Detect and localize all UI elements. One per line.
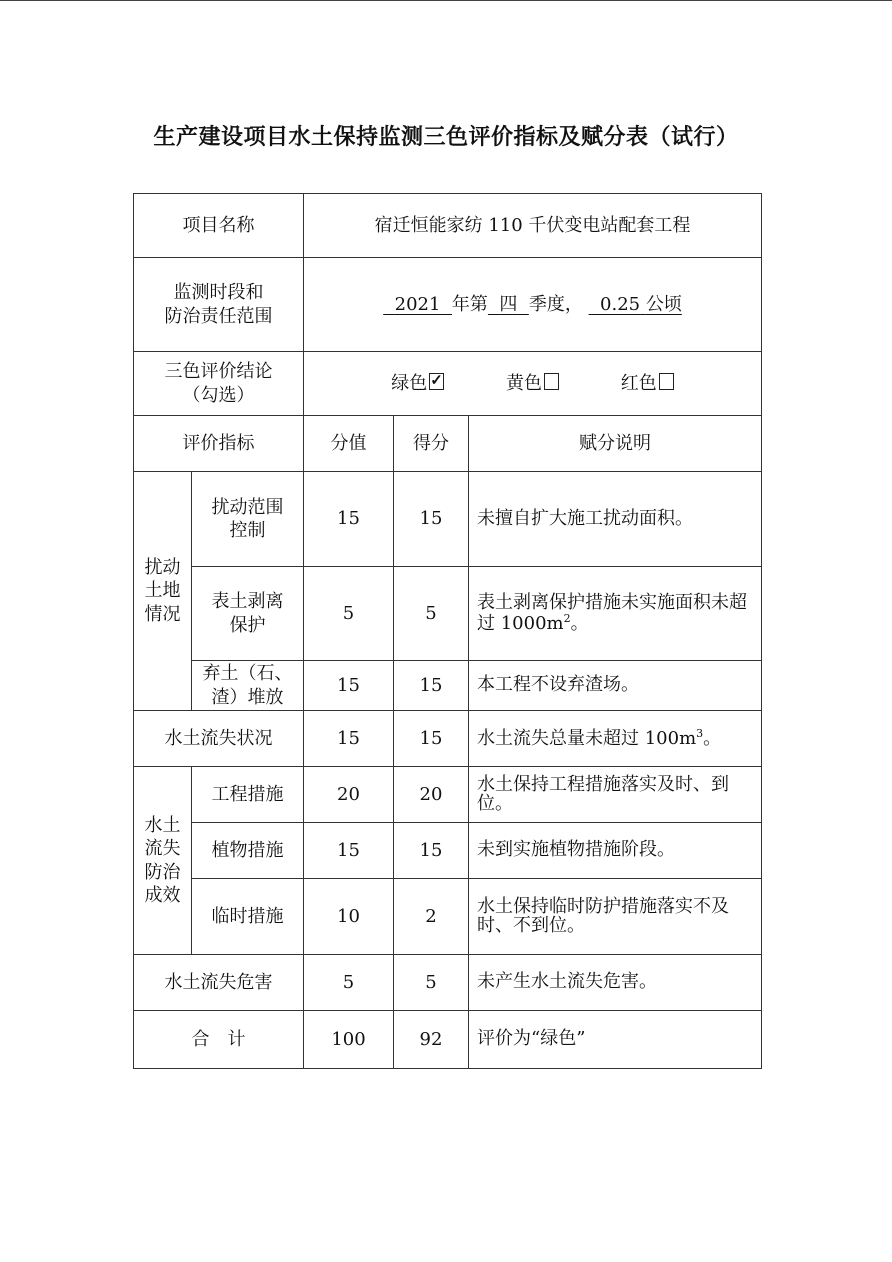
- row-topsoil-name-line1: 表土剥离: [211, 591, 284, 613]
- evaluation-table: [133, 193, 762, 1069]
- row-topsoil-name-line2: 保护: [229, 614, 266, 636]
- row-topsoil-value: 5: [304, 567, 394, 661]
- table-row: [134, 711, 762, 767]
- row-spoil-note: 本工程不设弃渣场。: [469, 661, 762, 711]
- total-label: 合 计: [134, 1011, 304, 1069]
- header-note: 赋分说明: [469, 416, 762, 472]
- row-spoil-name: [192, 661, 304, 711]
- row-erosion-status-note-text: 水土流失总量未超过 100m: [477, 728, 697, 750]
- row-erosion-status-note-end: 。: [703, 728, 722, 750]
- header-score-get: 得分: [394, 416, 469, 472]
- row-plant-name: 植物措施: [192, 823, 304, 879]
- period-year: 2021: [394, 293, 441, 315]
- row-hazard-note: 未产生水土流失危害。: [469, 955, 762, 1011]
- row-engineering-name: 工程措施: [192, 767, 304, 823]
- group-disturb-line2: 土地: [144, 580, 181, 602]
- monitoring-period-row: [134, 258, 762, 352]
- row-temporary-name: 临时措施: [192, 879, 304, 955]
- row-engineering-value: 20: [304, 767, 394, 823]
- group-control-line2: 流失: [144, 838, 181, 860]
- monitoring-period-value: [304, 258, 762, 352]
- option-red: [621, 372, 674, 395]
- row-engineering-note: 水土保持工程措施落实及时、到位。: [469, 767, 762, 823]
- period-year-text: 年第: [451, 293, 488, 315]
- group-control-line4: 成效: [144, 884, 181, 906]
- row-topsoil-name: [192, 567, 304, 661]
- option-green: [391, 372, 444, 395]
- monitoring-period-label-line2: 防治责任范围: [164, 305, 273, 327]
- group-control-label: [134, 767, 192, 955]
- row-hazard-score: 5: [394, 955, 469, 1011]
- table-row: [134, 767, 762, 823]
- conclusion-label-line2: （勾选）: [182, 384, 255, 406]
- row-disturb-range-name: [192, 472, 304, 567]
- option-yellow-label: 黄色: [506, 372, 543, 394]
- row-engineering-score: 20: [394, 767, 469, 823]
- row-plant-score: 15: [394, 823, 469, 879]
- option-red-label: 红色: [620, 372, 657, 394]
- row-erosion-status-score: 15: [394, 711, 469, 767]
- row-topsoil-note-text: 表土剥离保护措施未实施面积未超过 1000m: [477, 591, 747, 634]
- group-disturb-line3: 情况: [144, 603, 181, 625]
- option-green-label: 绿色: [391, 372, 428, 394]
- period-area: 0.25: [600, 293, 641, 315]
- table-row: [134, 567, 762, 661]
- row-disturb-range-name-line2: 控制: [229, 520, 266, 541]
- option-yellow: [506, 372, 559, 395]
- total-row: [134, 1011, 762, 1069]
- header-score-value: 分值: [304, 416, 394, 472]
- conclusion-label-line1: 三色评价结论: [164, 361, 273, 383]
- project-name-label: 项目名称: [134, 194, 304, 258]
- conclusion-label: [134, 352, 304, 416]
- header-row: [134, 416, 762, 472]
- group-control-line1: 水土: [144, 814, 181, 836]
- total-value: 100: [304, 1011, 394, 1069]
- row-topsoil-note-sup: 2: [563, 611, 571, 625]
- row-topsoil-score: 5: [394, 567, 469, 661]
- row-plant-value: 15: [304, 823, 394, 879]
- document-title: 生产建设项目水土保持监测三色评价指标及赋分表（试行）: [153, 125, 739, 150]
- row-erosion-status-note-sup: 3: [696, 727, 704, 741]
- row-disturb-range-note: 未擅自扩大施工扰动面积。: [469, 472, 762, 567]
- group-disturb-label: [134, 472, 192, 711]
- row-disturb-range-value: 15: [304, 472, 394, 567]
- table-row: [134, 955, 762, 1011]
- conclusion-row: [134, 352, 762, 416]
- monitoring-period-label: [134, 258, 304, 352]
- row-temporary-score: 2: [394, 879, 469, 955]
- row-hazard-value: 5: [304, 955, 394, 1011]
- row-spoil-name-line1: 弃土（石、: [202, 663, 293, 685]
- row-temporary-note: 水土保持临时防护措施落实不及时、不到位。: [469, 879, 762, 955]
- top-border-line: [0, 0, 892, 1]
- group-control-line3: 防治: [144, 861, 181, 883]
- row-erosion-status-value: 15: [304, 711, 394, 767]
- total-score: 92: [394, 1011, 469, 1069]
- row-erosion-status-note: [469, 711, 762, 767]
- table-row: [134, 823, 762, 879]
- green-checkbox[interactable]: [429, 370, 444, 390]
- period-quarter: 四: [499, 293, 518, 315]
- row-plant-note: 未到实施植物措施阶段。: [469, 823, 762, 879]
- table-row: [134, 472, 762, 567]
- red-checkbox[interactable]: [659, 373, 674, 390]
- total-note: 评价为“绿色”: [469, 1011, 762, 1069]
- row-disturb-range-score: 15: [394, 472, 469, 567]
- check-icon: ✓: [430, 370, 443, 389]
- row-spoil-score: 15: [394, 661, 469, 711]
- row-disturb-range-name-line1: 扰动范围: [211, 496, 284, 518]
- row-hazard-name: 水土流失危害: [134, 955, 304, 1011]
- row-spoil-name-line2: 渣）堆放: [211, 686, 284, 708]
- conclusion-options: [304, 352, 762, 416]
- header-indicator: 评价指标: [134, 416, 304, 472]
- row-erosion-status-name: 水土流失状况: [134, 711, 304, 767]
- row-topsoil-note: [469, 567, 762, 661]
- group-disturb-line1: 扰动: [144, 556, 181, 578]
- row-topsoil-note-end: 。: [570, 612, 589, 634]
- period-area-unit: 公顷: [645, 293, 682, 315]
- project-name-value: 宿迁恒能家纺 110 千伏变电站配套工程: [304, 194, 762, 258]
- yellow-checkbox[interactable]: [544, 373, 559, 390]
- row-temporary-value: 10: [304, 879, 394, 955]
- period-quarter-text: 季度，: [528, 293, 583, 315]
- table-row: [134, 879, 762, 955]
- monitoring-period-label-line1: 监测时段和: [173, 282, 264, 304]
- project-name-row: [134, 194, 762, 258]
- row-spoil-value: 15: [304, 661, 394, 711]
- table-row: [134, 661, 762, 711]
